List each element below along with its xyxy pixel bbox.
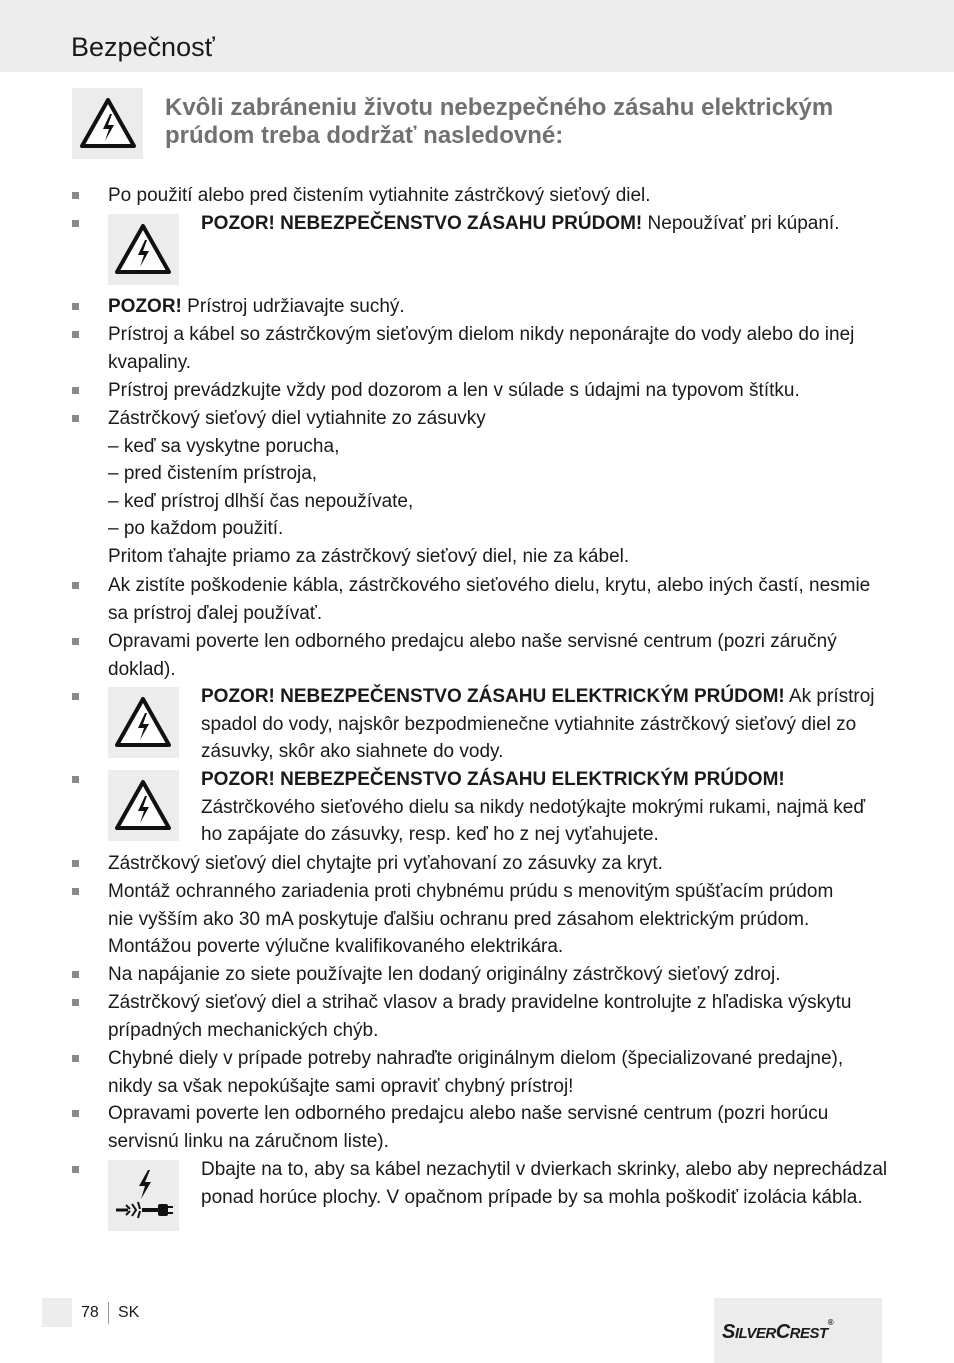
item-line: kvapaliny. <box>108 351 192 373</box>
electric-hazard-warning-icon <box>79 96 137 150</box>
warning-icon-box <box>108 770 179 841</box>
list-item <box>108 321 898 376</box>
intro-heading: Kvôli zabráneniu životu nebezpečného zásahu elektrickým prúdom treba dodržať nasledovné: <box>165 94 834 149</box>
item-line: – keď prístroj dlhší čas nepoužívate, <box>108 490 414 512</box>
list-item <box>201 210 889 238</box>
footer-marker <box>42 1298 72 1327</box>
item-text: Nepoužívať pri kúpaní. <box>642 213 840 234</box>
list-bullet <box>72 971 79 978</box>
list-bullet <box>72 1110 79 1117</box>
item-line: Na napájanie zo siete používajte len dodaný originálny zástrčkový sieťový zdroj. <box>108 964 781 985</box>
item-line: Zástrčkový sieťový diel a strihač vlasov a brady pravidelne kontrolujte z hľadiska výskytu <box>108 992 852 1013</box>
warning-label: POZOR! NEBEZPEČENSTVO ZÁSAHU ELEKTRICKÝM PRÚDOM! <box>201 686 785 707</box>
list-item <box>108 628 898 683</box>
list-item <box>108 572 898 627</box>
warning-icon-box <box>108 687 179 758</box>
list-bullet <box>72 220 79 227</box>
item-line: Zástrčkový sieťový diel chytajte pri vyťahovaní zo zásuvky za kryt. <box>108 853 663 874</box>
item-line: Prístroj prevádzkujte vždy pod dozorom a len v súlade s údajmi na typovom štítku. <box>108 380 800 401</box>
item-text: Prístroj udržiavajte suchý. <box>181 296 405 317</box>
item-line: Pritom ťahajte priamo za zástrčkový sieťový diel, nie za kábel. <box>108 545 630 567</box>
list-bullet <box>72 387 79 394</box>
list-item <box>108 961 898 989</box>
list-item <box>201 766 889 849</box>
page-title: Bezpečnosť <box>71 32 215 62</box>
list-bullet <box>72 582 79 589</box>
item-line: Zástrčkový sieťový diel vytiahnite zo zásuvky <box>108 408 486 429</box>
language-code: SK <box>118 1304 140 1321</box>
item-line: nie vyšším ako 30 mA poskytuje ďalšiu ochranu pred zásahom elektrickým prúdom. <box>108 908 810 930</box>
list-item <box>108 377 898 405</box>
item-line: Chybné diely v prípade potreby nahraďte originálnym dielom (špecializované predajne), <box>108 1048 844 1069</box>
item-line: Montáž ochranného zariadenia proti chybnému prúdu s menovitým spúšťacím prúdom <box>108 881 834 902</box>
page-number: 78 <box>81 1304 99 1321</box>
item-text: Ak prístroj spadol do vody, najskôr bezpodmienečne vytiahnite zástrčkový sieťový diel zo zásuvky, skôr ako siahnete do vody. <box>201 686 875 763</box>
warning-label: POZOR! NEBEZPEČENSTVO ZÁSAHU PRÚDOM! <box>201 213 643 234</box>
intro-warning-box <box>72 88 143 159</box>
list-bullet <box>72 638 79 645</box>
item-line: sa prístroj ďalej používať. <box>108 602 323 624</box>
list-item <box>108 989 898 1044</box>
item-text: Dbajte na to, aby sa kábel nezachytil v dvierkach skrinky, alebo aby neprechádzal ponad horúce plochy. V opačnom prípade by sa mohla poškodiť izolácia kábla. <box>201 1159 888 1208</box>
item-line: Opravami poverte len odborného predajcu alebo naše servisné centrum (pozri horúcu <box>108 1103 829 1124</box>
item-text: Zástrčkového sieťového dielu sa nikdy nedotýkajte mokrými rukami, najmä keď ho zapájate do zásuvky, resp. keď ho z nej vyťahujete. <box>201 796 866 846</box>
list-bullet <box>72 192 79 199</box>
list-item <box>201 1156 889 1211</box>
list-bullet <box>72 415 79 422</box>
list-item <box>108 878 898 961</box>
list-bullet <box>72 888 79 895</box>
list-item <box>201 683 889 766</box>
cable-icon-box <box>108 1160 179 1231</box>
electric-hazard-warning-icon <box>114 695 172 749</box>
footer-divider <box>108 1302 109 1324</box>
brand-logo: SILVERCREST® <box>722 1318 834 1343</box>
list-item <box>108 405 898 571</box>
item-line: Po použití alebo pred čistením vytiahnite zástrčkový sieťový diel. <box>108 185 651 206</box>
item-line: – pred čistením prístroja, <box>108 463 318 485</box>
list-item <box>108 182 898 210</box>
list-bullet <box>72 331 79 338</box>
item-line: Opravami poverte len odborného predajcu alebo naše servisné centrum (pozri záručný <box>108 631 837 652</box>
list-item <box>108 293 898 321</box>
item-line: – keď sa vyskytne porucha, <box>108 435 340 457</box>
list-bullet <box>72 1055 79 1062</box>
list-bullet <box>72 860 79 867</box>
item-line: Ak zistíte poškodenie kábla, zástrčkového sieťového dielu, krytu, alebo iných častí, nesmie <box>108 575 871 596</box>
list-bullet <box>72 999 79 1006</box>
warning-label: POZOR! NEBEZPEČENSTVO ZÁSAHU ELEKTRICKÝM PRÚDOM! <box>201 769 785 790</box>
item-line: nikdy sa však nepokúšajte sami opraviť chybný prístroj! <box>108 1075 574 1097</box>
list-bullet <box>72 693 79 700</box>
item-line: – po každom použití. <box>108 518 284 540</box>
list-item <box>108 1045 898 1100</box>
item-line: doklad). <box>108 658 176 680</box>
item-line: Prístroj a kábel so zástrčkovým sieťovým dielom nikdy neponárajte do vody alebo do inej <box>108 324 855 345</box>
item-line: servisnú linku na záručnom liste). <box>108 1130 389 1152</box>
list-bullet <box>72 303 79 310</box>
warning-icon-box <box>108 214 179 285</box>
list-bullet <box>72 776 79 783</box>
electric-hazard-warning-icon <box>114 778 172 832</box>
warning-label: POZOR! <box>108 296 182 317</box>
item-line: prípadných mechanických chýb. <box>108 1019 379 1041</box>
electric-hazard-warning-icon <box>114 222 172 276</box>
list-item <box>108 1100 898 1155</box>
list-bullet <box>72 1166 79 1173</box>
damaged-cable-icon <box>114 1168 174 1226</box>
item-line: Montážou poverte výlučne kvalifikovaného elektrikára. <box>108 936 564 958</box>
list-item <box>108 850 898 878</box>
